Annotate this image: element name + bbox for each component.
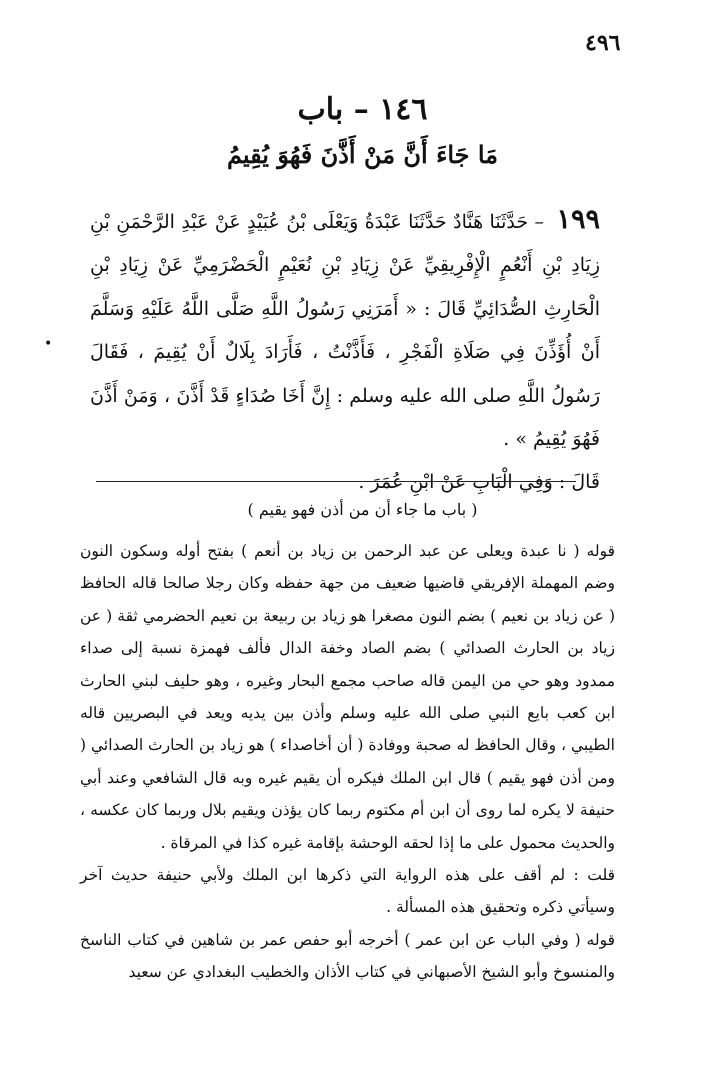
margin-dot: • — [44, 336, 53, 352]
chapter-subtitle: مَا جَاءَ أَنَّ مَنْ أَذَّنَ فَهُوَ يُقِيمُ — [226, 140, 499, 169]
page-number: ٤٩٦ — [585, 30, 621, 56]
commentary-paragraph: قوله ( وفي الباب عن ابن عمر ) أخرجه أبو حفص عمر بن شاهين في كتاب الناسخ والمنسوخ وأبو الشيخ الأصبهاني في كتاب الأذان والخطيب البغدادي عن سعيد — [80, 930, 615, 982]
hadith-note: قَالَ : وَفِي الْبَابِ عَنْ ابْنِ عُمَرَ . — [358, 471, 600, 494]
commentary-title: ( باب ما جاء أن من أذن فهو يقيم ) — [247, 500, 478, 519]
hadith-block — [90, 198, 600, 505]
commentary-paragraph: قلت : لم أقف على هذه الرواية التي ذكرها ابن الملك ولأبي حنيفة حديث آخر وسيأتي ذكره وتحقيق هذه المسألة . — [80, 866, 615, 917]
hadith-text: – حَدَّثَنَا هَنَّادٌ حَدَّثَنَا عَبْدَةُ وَيَعْلَى بْنُ عُبَيْدٍ عَنْ عَبْدِ الرَّحْمَنِ بْنِ زِيَادِ بْنِ أَنْعُمٍ الْإِفْرِيقِيِّ عَنْ زِيَادِ بْنِ نُعَيْمٍ الْحَضْرَمِيِّ عَنْ زِيَادِ بْنِ الْحَارِثِ الصُّدَائِيِّ قَالَ : « أَمَرَنِي رَسُولُ اللَّهِ صَلَّى اللَّهُ عَلَيْهِ وَسَلَّمَ أَنْ أُؤَذِّنَ فِي صَلَاةِ الْفَجْرِ ، فَأَذَّنْتُ ، فَأَرَادَ بِلَالٌ أَنْ يُقِيمَ ، فَقَالَ رَسُولُ اللَّهِ صلى الله عليه وسلم : إِنَّ أَخَا صُدَاءٍ قَدْ أَذَّنَ ، وَمَنْ أَذَّنَ فَهُوَ يُقِيمُ » . — [90, 211, 600, 451]
commentary-paragraph: قوله ( نا عبدة ويعلى عن عبد الرحمن بن زياد بن أنعم ) بفتح أوله وسكون النون وضم المهملة الإفريقي قاضيها ضعيف من جهة حفظه وكان رجلا صالحا قاله الحافظ ( عن زياد بن نعيم ) بضم النون مصغرا هو زياد بن ربيعة بن نعيم الحضرمي ثقة ( عن زياد بن الحارث الصدائي ) بضم الصاد وخفة الدال فألف فهمزة نسبة إلى صداء ممدود وهو حي من اليمن قاله صاحب مجمع البحار وغيره ، وهو حليف لبني الحارث ابن كعب بايع النبي صلى الله عليه وسلم وأذن بين يديه ويعد في البصريين قاله الطيبي ، وقال الحافظ له صحبة ووفادة ( أن أخاصداء ) هو زياد بن الحارث الصدائي ( ومن أذن فهو يقيم ) قال ابن الملك فيكره أن يقيم غيره وبه قال الشافعي وعند أبي حنيفة لا يكره لما روى أن ابن أم مكتوم ربما كان يؤذن ويقيم بلال وربما كان عكسه ، والحديث محمول على ما إذا لحقه الوحشة بإقامة غيره كذا في المرقاة . — [80, 542, 615, 852]
commentary-body — [80, 535, 615, 989]
hadith-number: ١٩٩ — [556, 204, 600, 235]
chapter-heading: ١٤٦ – باب — [297, 92, 428, 127]
footnote-separator — [96, 481, 576, 482]
